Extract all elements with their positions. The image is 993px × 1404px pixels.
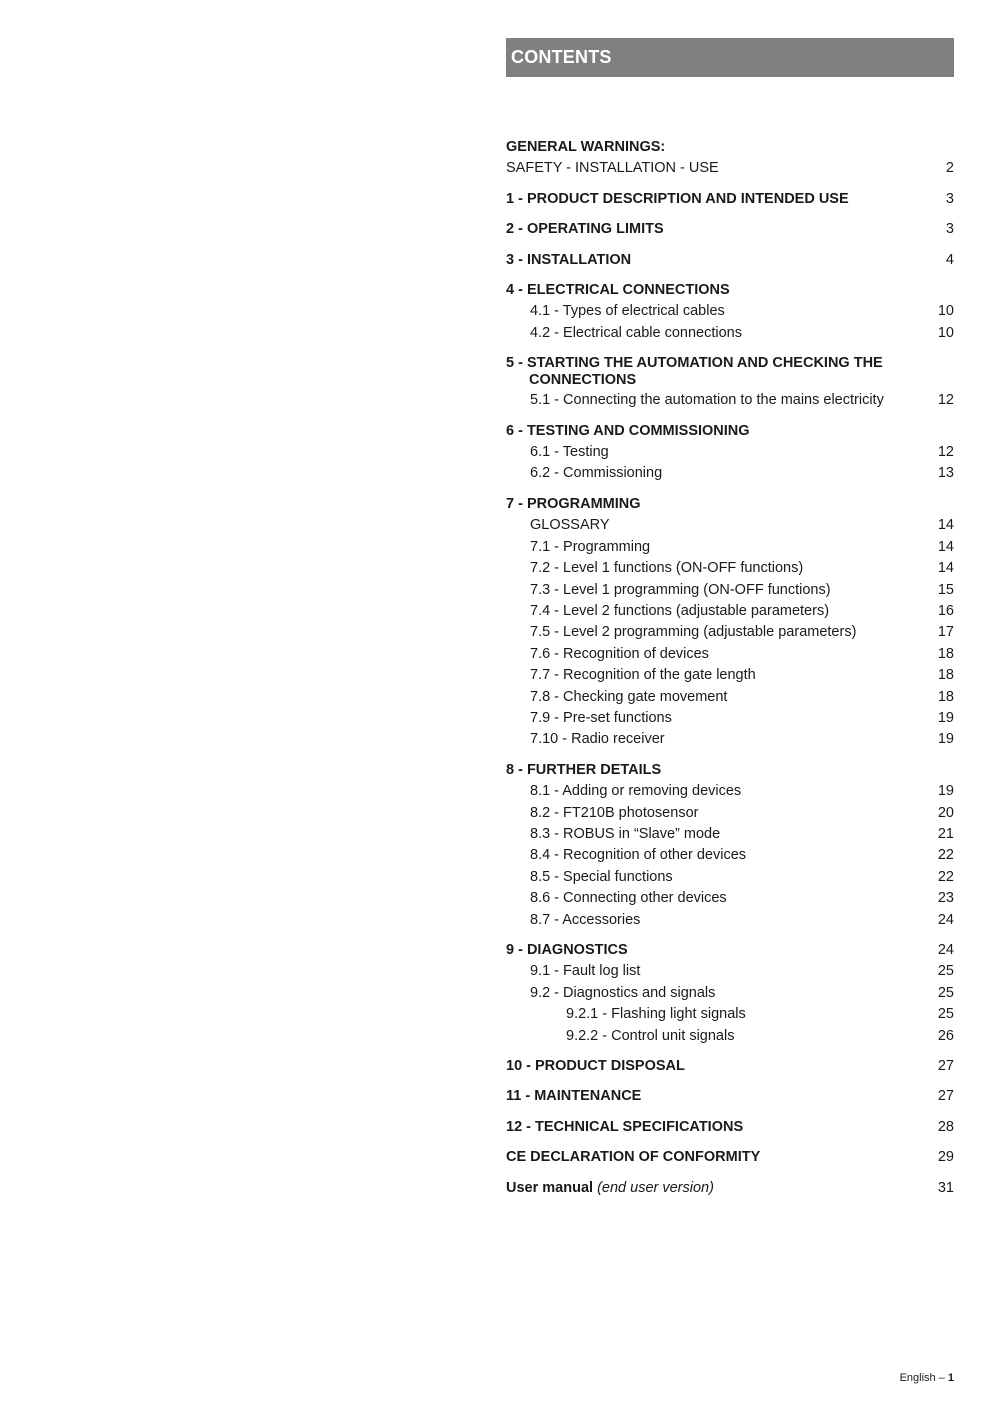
- toc-page-number: 3: [945, 221, 954, 238]
- toc-section: [506, 280, 954, 344]
- toc-page-number: 18: [937, 688, 954, 705]
- toc-section-title: [506, 1147, 760, 1168]
- toc-section-title: [506, 280, 730, 301]
- toc-section: [506, 353, 954, 411]
- toc-section: [506, 1178, 954, 1199]
- toc-section-title-text: 8 - FURTHER DETAILS: [506, 761, 662, 778]
- toc-page-number: 24: [937, 911, 954, 928]
- toc-page-number: 12: [937, 444, 954, 461]
- toc-section-title-text: 4 - ELECTRICAL CONNECTIONS: [506, 282, 730, 299]
- toc-entry-label: 5.1 - Connecting the automation to the mains electricity: [530, 392, 884, 409]
- toc-entry[interactable]: [506, 644, 954, 665]
- toc-section-title-text: 12 - TECHNICAL SPECIFICATIONS: [506, 1118, 744, 1135]
- toc-page-number: 19: [937, 731, 954, 748]
- toc-page-number: 25: [937, 1006, 954, 1023]
- toc-page-number: 22: [937, 847, 954, 864]
- toc-section-title-text: 7 - PROGRAMMING: [506, 495, 641, 512]
- toc-section-title: [506, 1117, 743, 1138]
- toc-page-number: 13: [937, 465, 954, 482]
- toc-entry[interactable]: [506, 580, 954, 601]
- toc-page-number: 3: [945, 190, 954, 207]
- toc-section: [506, 219, 954, 240]
- toc-entry-label: 4.2 - Electrical cable connections: [530, 324, 742, 341]
- toc-page-number: 29: [937, 1149, 954, 1166]
- toc-section-title: [506, 421, 750, 442]
- toc-page-number: 28: [937, 1118, 954, 1135]
- toc-entry-label: 8.3 - ROBUS in “Slave” mode: [530, 825, 721, 842]
- toc-section-heading[interactable]: [506, 421, 954, 442]
- toc-entry-label: 8.6 - Connecting other devices: [530, 890, 727, 907]
- footer-page-number: 1: [947, 1372, 954, 1384]
- toc-section: [506, 1147, 954, 1168]
- toc-entry-label: 4.1 - Types of electrical cables: [530, 303, 725, 320]
- toc-entry[interactable]: [506, 463, 954, 484]
- toc-entry-label: 7.1 - Programming: [530, 538, 651, 555]
- toc-page-number: 17: [937, 624, 954, 641]
- toc-section: [506, 189, 954, 210]
- toc-section-title-text: GENERAL WARNINGS:: [506, 139, 666, 155]
- toc-entry-label: 8.1 - Adding or removing devices: [530, 783, 742, 800]
- toc-page-number: 14: [937, 538, 954, 555]
- toc-section: [506, 250, 954, 271]
- toc-section-title-text: 5 - STARTING THE AUTOMATION AND CHECKING THE CONNECTIONS: [506, 355, 883, 388]
- toc-page-number: 27: [937, 1088, 954, 1105]
- toc-section-title: [506, 137, 665, 158]
- contents-header-bar: [506, 38, 954, 77]
- toc-page-number: 15: [937, 581, 954, 598]
- toc-entry-label: 7.9 - Pre-set functions: [530, 709, 672, 726]
- toc-page-number: 25: [937, 963, 954, 980]
- toc-section: [506, 137, 954, 180]
- toc-page-number: 18: [937, 667, 954, 684]
- toc-entry-label: 8.4 - Recognition of other devices: [530, 847, 747, 864]
- footer-language: English –: [899, 1372, 948, 1384]
- toc-section-title-text: CE DECLARATION OF CONFORMITY: [506, 1149, 761, 1166]
- toc-entry[interactable]: [506, 961, 954, 982]
- toc-page-number: 14: [937, 517, 954, 534]
- toc-entry[interactable]: [506, 158, 954, 179]
- toc-section: [506, 940, 954, 1047]
- toc-page-number: 25: [937, 984, 954, 1001]
- toc-section: [506, 494, 954, 751]
- toc-entry-label: 7.3 - Level 1 programming (ON-OFF functions): [530, 581, 831, 598]
- toc-section-title: [506, 1178, 714, 1199]
- toc-entry[interactable]: [506, 729, 954, 750]
- toc-entry[interactable]: [506, 537, 954, 558]
- toc-entry[interactable]: [506, 515, 954, 536]
- toc-page-number: 4: [945, 251, 954, 268]
- toc-entry[interactable]: [506, 781, 954, 802]
- toc-page-number: 31: [937, 1179, 954, 1196]
- toc-entry[interactable]: [506, 824, 954, 845]
- toc-section-title: [506, 353, 924, 390]
- toc-section-heading[interactable]: [506, 280, 954, 301]
- toc-page-number: 24: [937, 942, 954, 958]
- toc-entry[interactable]: [506, 601, 954, 622]
- toc-entry-label: 8.2 - FT210B photosensor: [530, 804, 699, 821]
- toc-section-title-text: 6 - TESTING AND COMMISSIONING: [506, 422, 750, 439]
- toc-entry[interactable]: [506, 803, 954, 824]
- toc-entry-label: 7.10 - Radio receiver: [530, 731, 665, 748]
- toc-entry[interactable]: [506, 910, 954, 931]
- toc-page-number: 12: [937, 392, 954, 409]
- toc-entry-label: 7.8 - Checking gate movement: [530, 688, 728, 705]
- toc-section-title: [506, 189, 849, 210]
- toc-section-title-text: 11 - MAINTENANCE: [506, 1088, 642, 1105]
- toc-page-number: 23: [937, 890, 954, 907]
- toc-entry[interactable]: [506, 301, 954, 322]
- toc-entry[interactable]: [506, 442, 954, 463]
- toc-section: [506, 1086, 954, 1107]
- toc-entry-label: GLOSSARY: [530, 517, 610, 534]
- toc-section-title: [506, 219, 664, 240]
- toc-section-title-text: User manual: [506, 1179, 594, 1196]
- toc-section-heading[interactable]: [506, 1178, 954, 1199]
- page-footer: [900, 1372, 954, 1384]
- toc-section-heading[interactable]: [506, 940, 954, 961]
- toc-section-title: [506, 1086, 641, 1107]
- toc-section: [506, 760, 954, 931]
- toc-section-title-text: 2 - OPERATING LIMITS: [506, 221, 664, 238]
- toc-page-number: 26: [937, 1027, 954, 1044]
- toc-entry-label: 9.2 - Diagnostics and signals: [530, 984, 716, 1001]
- toc-section-heading[interactable]: [506, 353, 954, 390]
- toc-entry[interactable]: [506, 390, 954, 411]
- toc-page-number: 18: [937, 645, 954, 662]
- toc-entry-label: SAFETY - INSTALLATION - USE: [506, 160, 719, 177]
- toc-section-title: [506, 940, 630, 961]
- toc-page-number: 10: [937, 303, 954, 320]
- toc-section-heading[interactable]: [506, 137, 954, 158]
- toc-entry[interactable]: [506, 845, 954, 866]
- toc-section-title: [506, 1056, 685, 1077]
- table-of-contents: [506, 137, 954, 1199]
- toc-section-heading[interactable]: [506, 189, 954, 210]
- toc-page-number: 10: [937, 324, 954, 341]
- toc-entry[interactable]: [506, 665, 954, 686]
- toc-section-title: [506, 760, 661, 781]
- toc-entry-label: 9.2.2 - Control unit signals: [566, 1027, 735, 1044]
- toc-page-number: 21: [937, 825, 954, 842]
- toc-entry[interactable]: [506, 687, 954, 708]
- toc-entry-label: 8.5 - Special functions: [530, 868, 673, 885]
- toc-section-title-text: 3 - INSTALLATION: [506, 251, 632, 268]
- toc-section-heading[interactable]: [506, 1056, 954, 1077]
- page-title: CONTENTS: [511, 47, 612, 67]
- toc-section-title: [506, 250, 633, 271]
- toc-section-heading[interactable]: [506, 1117, 954, 1138]
- toc-entry-label: 8.7 - Accessories: [530, 911, 641, 928]
- toc-page-number: 20: [937, 804, 954, 821]
- toc-entry-label: 7.6 - Recognition of devices: [530, 645, 709, 662]
- toc-entry-label: 7.7 - Recognition of the gate length: [530, 667, 756, 684]
- toc-section-title-text: 10 - PRODUCT DISPOSAL: [506, 1058, 685, 1075]
- toc-entry[interactable]: [506, 558, 954, 579]
- toc-entry-label: 6.2 - Commissioning: [530, 465, 663, 482]
- toc-section: [506, 1117, 954, 1138]
- toc-entry-label: 9.2.1 - Flashing light signals: [566, 1006, 746, 1023]
- toc-section-heading[interactable]: [506, 1086, 954, 1107]
- toc-page-number: 22: [937, 868, 954, 885]
- toc-entry[interactable]: [506, 888, 954, 909]
- toc-entry-label: 7.4 - Level 2 functions (adjustable parameters): [530, 602, 830, 619]
- toc-section: [506, 1056, 954, 1077]
- toc-entry[interactable]: [506, 708, 954, 729]
- toc-section-title-text: 1 - PRODUCT DESCRIPTION AND INTENDED USE: [506, 190, 849, 207]
- toc-page-number: 14: [937, 560, 954, 577]
- toc-section-heading[interactable]: [506, 250, 954, 271]
- toc-entry-label: 7.5 - Level 2 programming (adjustable parameters): [530, 624, 857, 641]
- toc-entry[interactable]: [506, 1004, 954, 1025]
- toc-entry[interactable]: [506, 983, 954, 1004]
- toc-section: [506, 421, 954, 485]
- toc-entry-label: 9.1 - Fault log list: [530, 963, 641, 980]
- toc-page-number: 16: [937, 602, 954, 619]
- toc-section-title: [506, 494, 643, 515]
- toc-page-number: 19: [937, 783, 954, 800]
- toc-section-heading[interactable]: [506, 494, 954, 515]
- toc-entry-label: 6.1 - Testing: [530, 444, 609, 461]
- toc-page-number: 27: [937, 1058, 954, 1075]
- toc-section-title-suffix: (end user version): [597, 1179, 714, 1196]
- toc-section-heading[interactable]: [506, 1147, 954, 1168]
- toc-entry-label: 7.2 - Level 1 functions (ON-OFF functions): [530, 560, 804, 577]
- toc-page-number: 2: [945, 160, 954, 177]
- toc-entry[interactable]: [506, 323, 954, 344]
- toc-section-heading[interactable]: [506, 760, 954, 781]
- toc-entry[interactable]: [506, 1026, 954, 1047]
- toc-section-heading[interactable]: [506, 219, 954, 240]
- toc-page-number: 19: [937, 709, 954, 726]
- toc-section-title-text: 9 - DIAGNOSTICS: [506, 942, 628, 958]
- toc-entry[interactable]: [506, 867, 954, 888]
- toc-entry[interactable]: [506, 622, 954, 643]
